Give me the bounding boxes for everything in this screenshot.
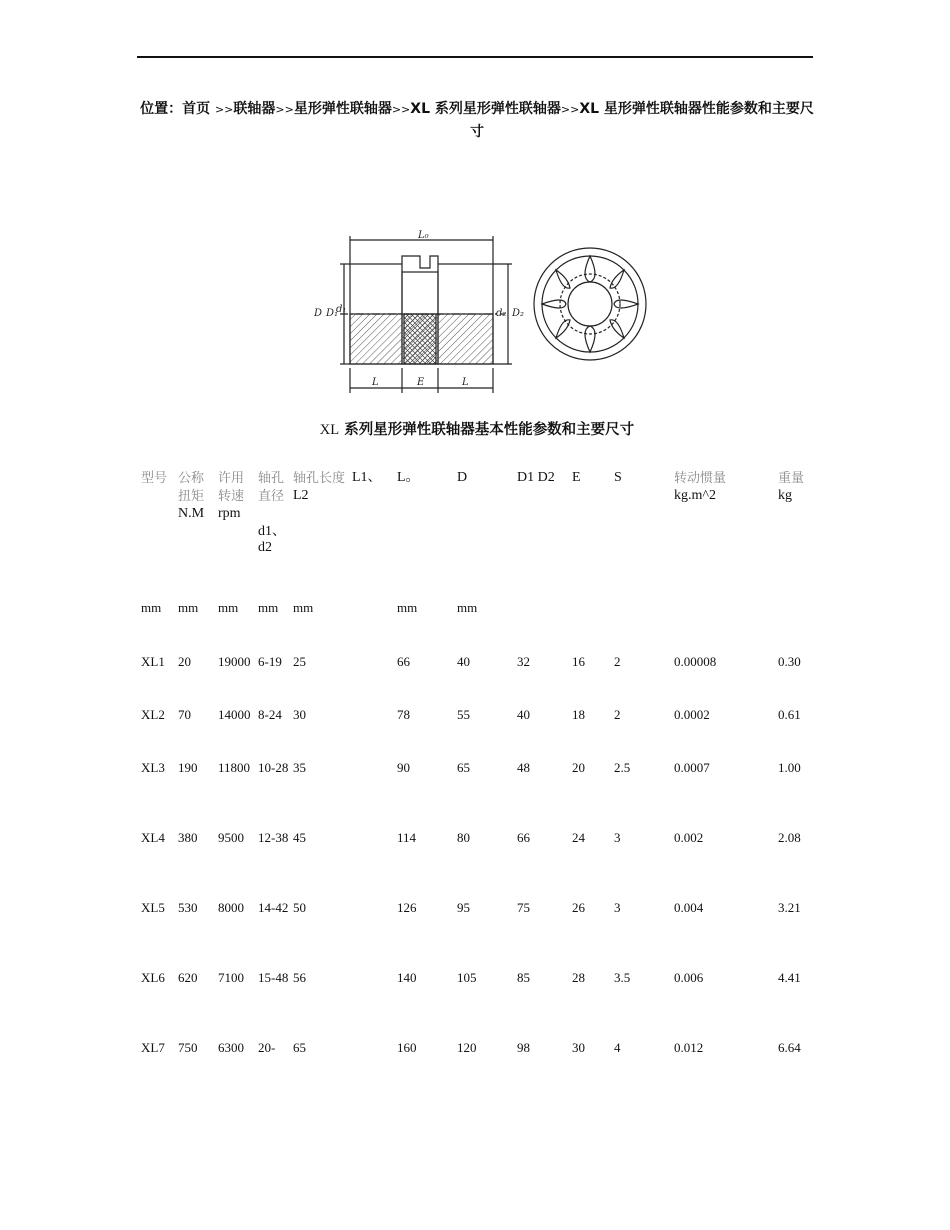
breadcrumb-separator: >> xyxy=(560,103,580,116)
header-weight: 重量 kg xyxy=(778,471,805,503)
table-row xyxy=(139,900,813,970)
dim-label-l-right: L xyxy=(462,377,469,388)
dim-label-big-d2: D₂ xyxy=(512,308,525,319)
unit-cell: mm xyxy=(218,600,239,615)
table-cell: 65 xyxy=(293,1040,306,1055)
breadcrumb-item-current: XL 星形弹性联轴器性能参数和主要尺寸 xyxy=(470,101,814,140)
table-cell: 8000 xyxy=(218,900,244,915)
units-row xyxy=(139,600,813,654)
table-cell: 4 xyxy=(614,1040,621,1055)
table-cell: 15-48 xyxy=(258,970,289,985)
unit-cell: mm xyxy=(397,600,418,615)
table-cell: 40 xyxy=(517,707,530,722)
table-cell: 56 xyxy=(293,970,306,985)
unit-cell xyxy=(515,600,570,654)
header-torque: 公称扭矩 N.M xyxy=(178,471,205,521)
dim-label-l0: L₀ xyxy=(418,230,429,241)
table-cell: 20 xyxy=(178,654,191,669)
table-cell: 28 xyxy=(572,970,585,985)
breadcrumb-item-couplings[interactable]: 联轴器 xyxy=(233,101,276,117)
table-cell: 0.006 xyxy=(674,970,704,985)
header-row xyxy=(139,470,813,600)
header-bore-diameter: 轴孔直径 d1、d2 xyxy=(258,471,286,555)
table-cell: 19000 xyxy=(218,654,251,669)
table-cell: 4.41 xyxy=(778,970,801,985)
table-cell: 2.08 xyxy=(778,830,801,845)
table-cell: XL1 xyxy=(141,654,165,669)
table-cell: 16 xyxy=(572,654,585,669)
table-cell: 3 xyxy=(614,830,621,845)
table-cell: XL6 xyxy=(141,970,165,985)
table-cell: 8-24 xyxy=(258,707,282,722)
dim-label-l-left: L xyxy=(372,377,379,388)
table-row xyxy=(139,970,813,1040)
table-cell xyxy=(350,760,395,830)
breadcrumb-separator: >> xyxy=(391,103,411,116)
header-bore-length: 轴孔长度 L2 xyxy=(293,471,346,503)
table-cell xyxy=(350,830,395,900)
header-model: 型号 xyxy=(141,471,168,486)
table-cell: 45 xyxy=(293,830,306,845)
table-cell: 380 xyxy=(178,830,198,845)
table-cell: 65 xyxy=(457,760,470,775)
header-l1: L1、 xyxy=(352,470,382,485)
header-speed: 许用转速 rpm xyxy=(218,471,245,521)
unit-cell: mm xyxy=(141,600,162,615)
table-cell: 20- xyxy=(258,1040,276,1055)
table-cell: 32 xyxy=(517,654,530,669)
table-cell xyxy=(350,707,395,760)
breadcrumb-item-xl-series[interactable]: XL 系列星形弹性联轴器 xyxy=(410,101,561,117)
header-d1-d2: D1 D2 xyxy=(517,470,555,485)
table-cell: XL3 xyxy=(141,760,165,775)
table-row xyxy=(139,707,813,760)
unit-cell: mm xyxy=(178,600,199,615)
side-view xyxy=(340,236,512,393)
header-s: S xyxy=(614,470,622,485)
table-cell: 80 xyxy=(457,830,470,845)
unit-cell: mm xyxy=(293,600,314,615)
table-cell: 1.00 xyxy=(778,760,801,775)
dim-label-d2: d₂ xyxy=(496,308,507,319)
table-cell: 30 xyxy=(572,1040,585,1055)
table-cell: 25 xyxy=(293,654,306,669)
unit-cell: mm xyxy=(258,600,279,615)
end-view xyxy=(534,248,646,360)
table-cell: 75 xyxy=(517,900,530,915)
table-cell: 0.012 xyxy=(674,1040,704,1055)
table-cell: 78 xyxy=(397,707,410,722)
table-cell: 2 xyxy=(614,707,621,722)
table-cell: 160 xyxy=(397,1040,417,1055)
header-e: E xyxy=(572,470,581,485)
table-cell: 114 xyxy=(397,830,417,845)
table-cell: 0.00008 xyxy=(674,654,717,669)
table-row xyxy=(139,760,813,830)
table-cell xyxy=(350,900,395,970)
table-cell: 530 xyxy=(178,900,198,915)
breadcrumb xyxy=(140,98,814,143)
table-cell: 95 xyxy=(457,900,470,915)
table-cell: 3 xyxy=(614,900,621,915)
top-rule xyxy=(137,56,813,58)
table-cell: 140 xyxy=(397,970,417,985)
breadcrumb-label: 位置： xyxy=(140,101,183,117)
table-cell: 126 xyxy=(397,900,417,915)
data-rows xyxy=(139,654,813,1093)
table-cell: 0.0007 xyxy=(674,760,710,775)
table-cell: 2.5 xyxy=(614,760,631,775)
table-row xyxy=(139,654,813,707)
table-cell: 0.61 xyxy=(778,707,801,722)
unit-cell xyxy=(776,600,813,654)
table-cell: 9500 xyxy=(218,830,244,845)
table-cell: 66 xyxy=(397,654,410,669)
unit-cell: mm xyxy=(457,600,478,615)
header-inertia: 转动惯量 kg.m^2 xyxy=(674,471,727,503)
table-cell: 12-38 xyxy=(258,830,289,845)
table-cell: 14-42 xyxy=(258,900,289,915)
table-cell: 70 xyxy=(178,707,191,722)
spec-table xyxy=(139,470,813,1093)
dim-label-small-d1: d₁ xyxy=(336,304,347,315)
coupling-drawing xyxy=(300,228,660,398)
table-cell: 55 xyxy=(457,707,470,722)
table-cell: 3.5 xyxy=(614,970,631,985)
table-cell: 85 xyxy=(517,970,530,985)
table-cell: 10-28 xyxy=(258,760,289,775)
caption-prefix: XL xyxy=(319,422,340,438)
table-cell: 50 xyxy=(293,900,306,915)
table-cell xyxy=(350,654,395,707)
table-cell: 120 xyxy=(457,1040,477,1055)
table-cell xyxy=(350,970,395,1040)
table-cell: 0.0002 xyxy=(674,707,710,722)
breadcrumb-item-star-couplings[interactable]: 星形弹性联轴器 xyxy=(293,101,392,117)
table-cell: 20 xyxy=(572,760,585,775)
table-cell: 105 xyxy=(457,970,477,985)
table-cell: 6300 xyxy=(218,1040,244,1055)
header-d: D xyxy=(457,470,468,485)
table-cell: 26 xyxy=(572,900,585,915)
table-cell: 30 xyxy=(293,707,306,722)
table-cell: 190 xyxy=(178,760,198,775)
table-cell: 750 xyxy=(178,1040,198,1055)
table-cell: 14000 xyxy=(218,707,251,722)
table-cell: 0.004 xyxy=(674,900,704,915)
unit-cell xyxy=(570,600,612,654)
dim-label-e: E xyxy=(417,377,425,388)
unit-cell xyxy=(612,600,672,654)
table-cell: 90 xyxy=(397,760,410,775)
breadcrumb-separator: >> xyxy=(214,103,234,116)
table-cell: 2 xyxy=(614,654,621,669)
unit-cell xyxy=(672,600,776,654)
table-cell: 48 xyxy=(517,760,530,775)
table-cell: 24 xyxy=(572,830,585,845)
table-caption xyxy=(140,418,814,439)
table-cell: XL7 xyxy=(141,1040,165,1055)
table-cell: XL5 xyxy=(141,900,165,915)
table-cell: 40 xyxy=(457,654,470,669)
header-l0: L。 xyxy=(397,470,420,485)
table-cell: XL4 xyxy=(141,830,165,845)
table-cell: 66 xyxy=(517,830,530,845)
table-cell: XL2 xyxy=(141,707,165,722)
table-cell xyxy=(350,1040,395,1093)
table-cell: 11800 xyxy=(218,760,251,775)
table-cell: 0.30 xyxy=(778,654,801,669)
table-cell: 0.002 xyxy=(674,830,704,845)
table-cell: 7100 xyxy=(218,970,244,985)
unit-cell xyxy=(350,600,395,654)
table-cell: 98 xyxy=(517,1040,530,1055)
dim-label-d1: D₁ xyxy=(326,308,339,319)
table-cell: 6.64 xyxy=(778,1040,801,1055)
table-cell: 3.21 xyxy=(778,900,801,915)
dim-label-d: D xyxy=(314,308,323,319)
breadcrumb-item-home[interactable]: 首页 xyxy=(182,101,211,117)
table-cell: 35 xyxy=(293,760,306,775)
table-cell: 620 xyxy=(178,970,198,985)
table-cell: 18 xyxy=(572,707,585,722)
table-cell: 6-19 xyxy=(258,654,282,669)
caption-text: 系列星形弹性联轴器基本性能参数和主要尺寸 xyxy=(339,422,635,438)
table-row xyxy=(139,830,813,900)
table-row xyxy=(139,1040,813,1093)
breadcrumb-separator: >> xyxy=(275,103,294,116)
